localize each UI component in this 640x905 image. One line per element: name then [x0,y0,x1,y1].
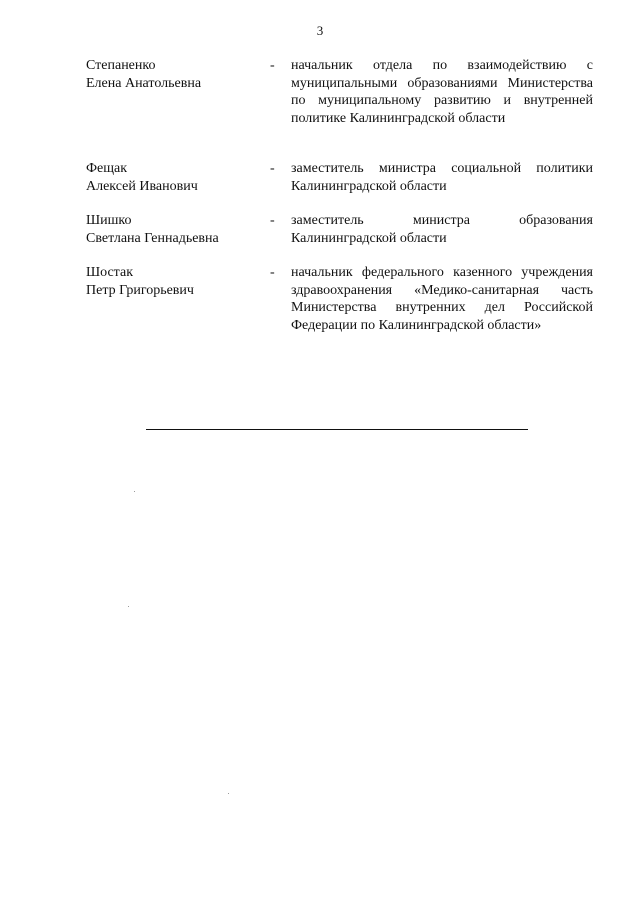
member-name [86,212,266,247]
member-surname: Шишко [86,213,132,228]
separator-dash: - [270,58,275,73]
member-name [86,264,266,299]
closing-rule [146,429,528,430]
member-given-names: Петр Григорьевич [86,282,194,298]
member-given-names: Алексей Иванович [86,178,198,194]
separator-dash: - [270,213,275,228]
scan-speck [228,793,229,794]
member-position: заместитель министра образования Калининградской области [291,213,593,246]
member-surname: Шостак [86,265,133,280]
member-name [86,57,266,92]
member-surname: Фещак [86,161,128,176]
member-position: заместитель министра социальной политики Калининградской области [291,161,593,194]
scan-speck [134,491,135,492]
member-position: начальник федерального казенного учреждения здравоохранения «Медико-санитарная часть Министерства внутренних дел Российской Федерации по Калининградской области» [291,265,593,333]
member-given-names: Светлана Геннадьевна [86,230,219,246]
member-name [86,160,266,195]
separator-dash: - [270,161,275,176]
member-position: начальник отдела по взаимодействию с муниципальными образованиями Министерства по муниципальному развитию и внутренней политике Калининградской области [291,58,593,126]
member-surname: Степаненко [86,58,156,73]
scan-speck [128,606,129,607]
member-given-names: Елена Анатольевна [86,75,202,91]
page-number: 3 [316,23,324,38]
separator-dash: - [270,265,275,280]
